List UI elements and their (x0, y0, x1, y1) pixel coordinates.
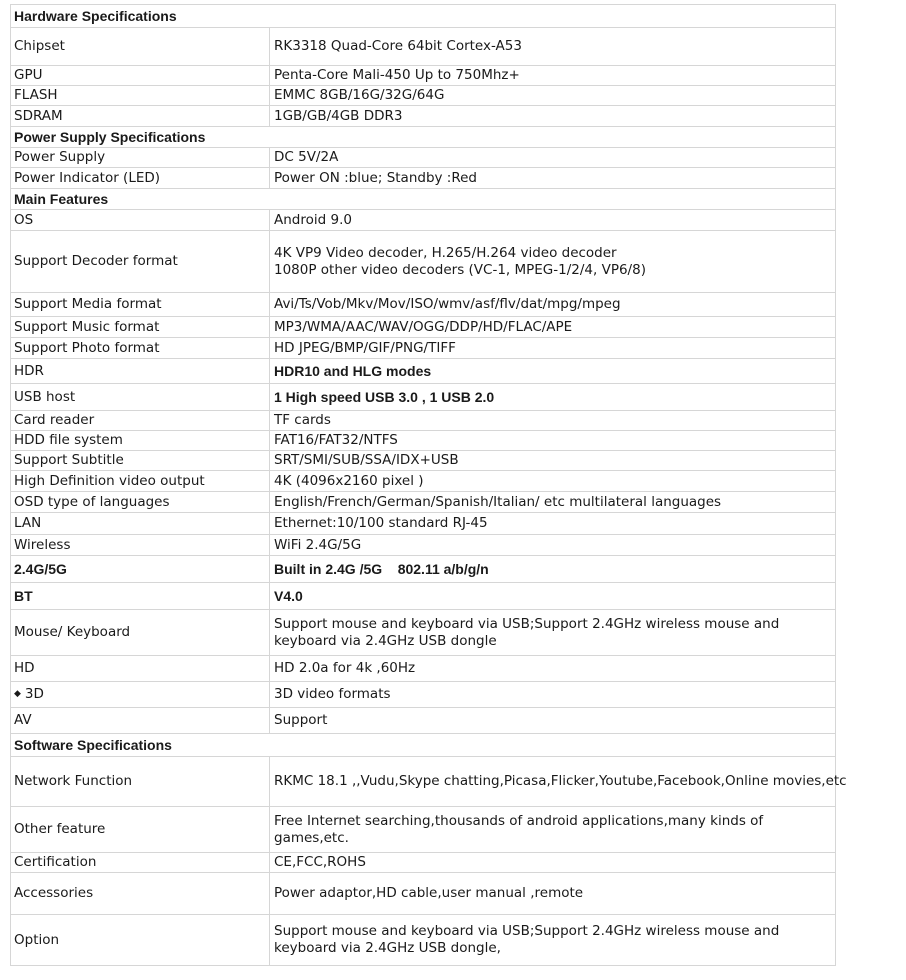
spec-label: Option (10, 915, 269, 965)
spec-label: Other feature (10, 807, 269, 852)
spec-label: HDR (10, 359, 269, 383)
spec-label: Support Music format (10, 317, 269, 337)
table-row (10, 655, 836, 681)
spec-label: OSD type of languages (10, 492, 269, 512)
spec-value: RKMC 18.1 ,,Vudu,Skype chatting,Picasa,Flicker,Youtube,Facebook,Online movies,etc (269, 757, 836, 806)
table-row (10, 316, 836, 337)
spec-value: Support (269, 708, 836, 733)
table-row (10, 167, 836, 188)
section-title: Software Specifications (10, 734, 836, 756)
spec-value: 4K (4096x2160 pixel ) (269, 471, 836, 491)
spec-label: HD (10, 656, 269, 681)
spec-value: V4.0 (269, 583, 836, 609)
spec-label: USB host (10, 384, 269, 410)
table-row (10, 230, 836, 292)
spec-label: Power Indicator (LED) (10, 168, 269, 188)
spec-label: 2.4G/5G (10, 556, 269, 582)
spec-label: Support Subtitle (10, 451, 269, 470)
section-header-hardware (10, 4, 836, 27)
table-row (10, 852, 836, 872)
table-row (10, 383, 836, 410)
spec-value: Avi/Ts/Vob/Mkv/Mov/ISO/wmv/asf/flv/dat/mpg/mpeg (269, 293, 836, 316)
spec-label: LAN (10, 513, 269, 534)
spec-label: Chipset (10, 28, 269, 65)
spec-value: SRT/SMI/SUB/SSA/IDX+USB (269, 451, 836, 470)
spec-value: English/French/German/Spanish/Italian/ etc multilateral languages (269, 492, 836, 512)
spec-value (269, 231, 836, 292)
spec-label: Support Decoder format (10, 231, 269, 292)
spec-value: HD 2.0a for 4k ,60Hz (269, 656, 836, 681)
spec-label: SDRAM (10, 106, 269, 126)
spec-value: Support mouse and keyboard via USB;Support 2.4GHz wireless mouse and keyboard via 2.4GHz USB dongle, (269, 915, 836, 965)
spec-value: Support mouse and keyboard via USB;Support 2.4GHz wireless mouse and keyboard via 2.4GHz USB dongle (269, 610, 836, 655)
spec-value: 3D video formats (269, 682, 836, 707)
spec-label: BT (10, 583, 269, 609)
spec-value: Penta-Core Mali-450 Up to 750Mhz+ (269, 66, 836, 85)
spec-value-line: 4K VP9 Video decoder, H.265/H.264 video decoder (274, 244, 617, 261)
spec-value: HD JPEG/BMP/GIF/PNG/TIFF (269, 338, 836, 358)
spec-label (10, 682, 269, 707)
spec-table (10, 4, 847, 966)
spec-value: 1 High speed USB 3.0 , 1 USB 2.0 (269, 384, 836, 410)
spec-label: HDD file system (10, 431, 269, 450)
table-row (10, 512, 836, 534)
table-row (10, 85, 836, 105)
section-title: Power Supply Specifications (10, 127, 836, 147)
table-row (10, 806, 836, 852)
spec-value: HDR10 and HLG modes (269, 359, 836, 383)
spec-label: Accessories (10, 873, 269, 914)
spec-value: Android 9.0 (269, 210, 836, 230)
table-row (10, 209, 836, 230)
spec-value: Ethernet:10/100 standard RJ-45 (269, 513, 836, 534)
section-title: Main Features (10, 189, 836, 209)
spec-value: TF cards (269, 411, 836, 430)
spec-label-text: 3D (24, 686, 44, 702)
section-header-main-features (10, 188, 836, 209)
section-title: Hardware Specifications (10, 5, 836, 27)
spec-value: Power adaptor,HD cable,user manual ,remote (269, 873, 836, 914)
spec-value-line: 1080P other video decoders (VC-1, MPEG-1/2/4, VP6/8) (274, 261, 646, 278)
spec-label: AV (10, 708, 269, 733)
spec-label: Support Media format (10, 293, 269, 316)
table-row (10, 582, 836, 609)
spec-value: MP3/WMA/AAC/WAV/OGG/DDP/HD/FLAC/APE (269, 317, 836, 337)
table-row (10, 707, 836, 733)
table-row (10, 27, 836, 65)
table-row (10, 105, 836, 126)
table-row (10, 914, 836, 966)
spec-label: Certification (10, 853, 269, 872)
spec-value: WiFi 2.4G/5G (269, 535, 836, 555)
table-row (10, 358, 836, 383)
table-row (10, 534, 836, 555)
table-row (10, 555, 836, 582)
table-row (10, 410, 836, 430)
spec-label: Network Function (10, 757, 269, 806)
spec-value: 1GB/GB/4GB DDR3 (269, 106, 836, 126)
section-header-power (10, 126, 836, 147)
table-row (10, 681, 836, 707)
diamond-bullet-icon: ◆ (14, 689, 21, 699)
table-row (10, 491, 836, 512)
spec-value: DC 5V/2A (269, 148, 836, 167)
table-row (10, 470, 836, 491)
spec-label: GPU (10, 66, 269, 85)
spec-value: Power ON :blue; Standby :Red (269, 168, 836, 188)
spec-label: Mouse/ Keyboard (10, 610, 269, 655)
spec-label: OS (10, 210, 269, 230)
spec-label: Card reader (10, 411, 269, 430)
spec-value: EMMC 8GB/16G/32G/64G (269, 86, 836, 105)
table-row (10, 872, 836, 914)
table-row (10, 337, 836, 358)
spec-value: FAT16/FAT32/NTFS (269, 431, 836, 450)
table-row (10, 65, 836, 85)
table-row (10, 430, 836, 450)
spec-value: CE,FCC,ROHS (269, 853, 836, 872)
table-row (10, 609, 836, 655)
table-row (10, 756, 847, 806)
spec-value: Built in 2.4G /5G 802.11 a/b/g/n (269, 556, 836, 582)
spec-value: RK3318 Quad-Core 64bit Cortex-A53 (269, 28, 836, 65)
spec-label: Wireless (10, 535, 269, 555)
table-row (10, 292, 836, 316)
spec-label: Power Supply (10, 148, 269, 167)
spec-value: Free Internet searching,thousands of android applications,many kinds of games,etc. (269, 807, 836, 852)
section-header-software (10, 733, 836, 756)
spec-label: Support Photo format (10, 338, 269, 358)
table-row (10, 450, 836, 470)
spec-label: FLASH (10, 86, 269, 105)
spec-label: High Definition video output (10, 471, 269, 491)
table-row (10, 147, 836, 167)
